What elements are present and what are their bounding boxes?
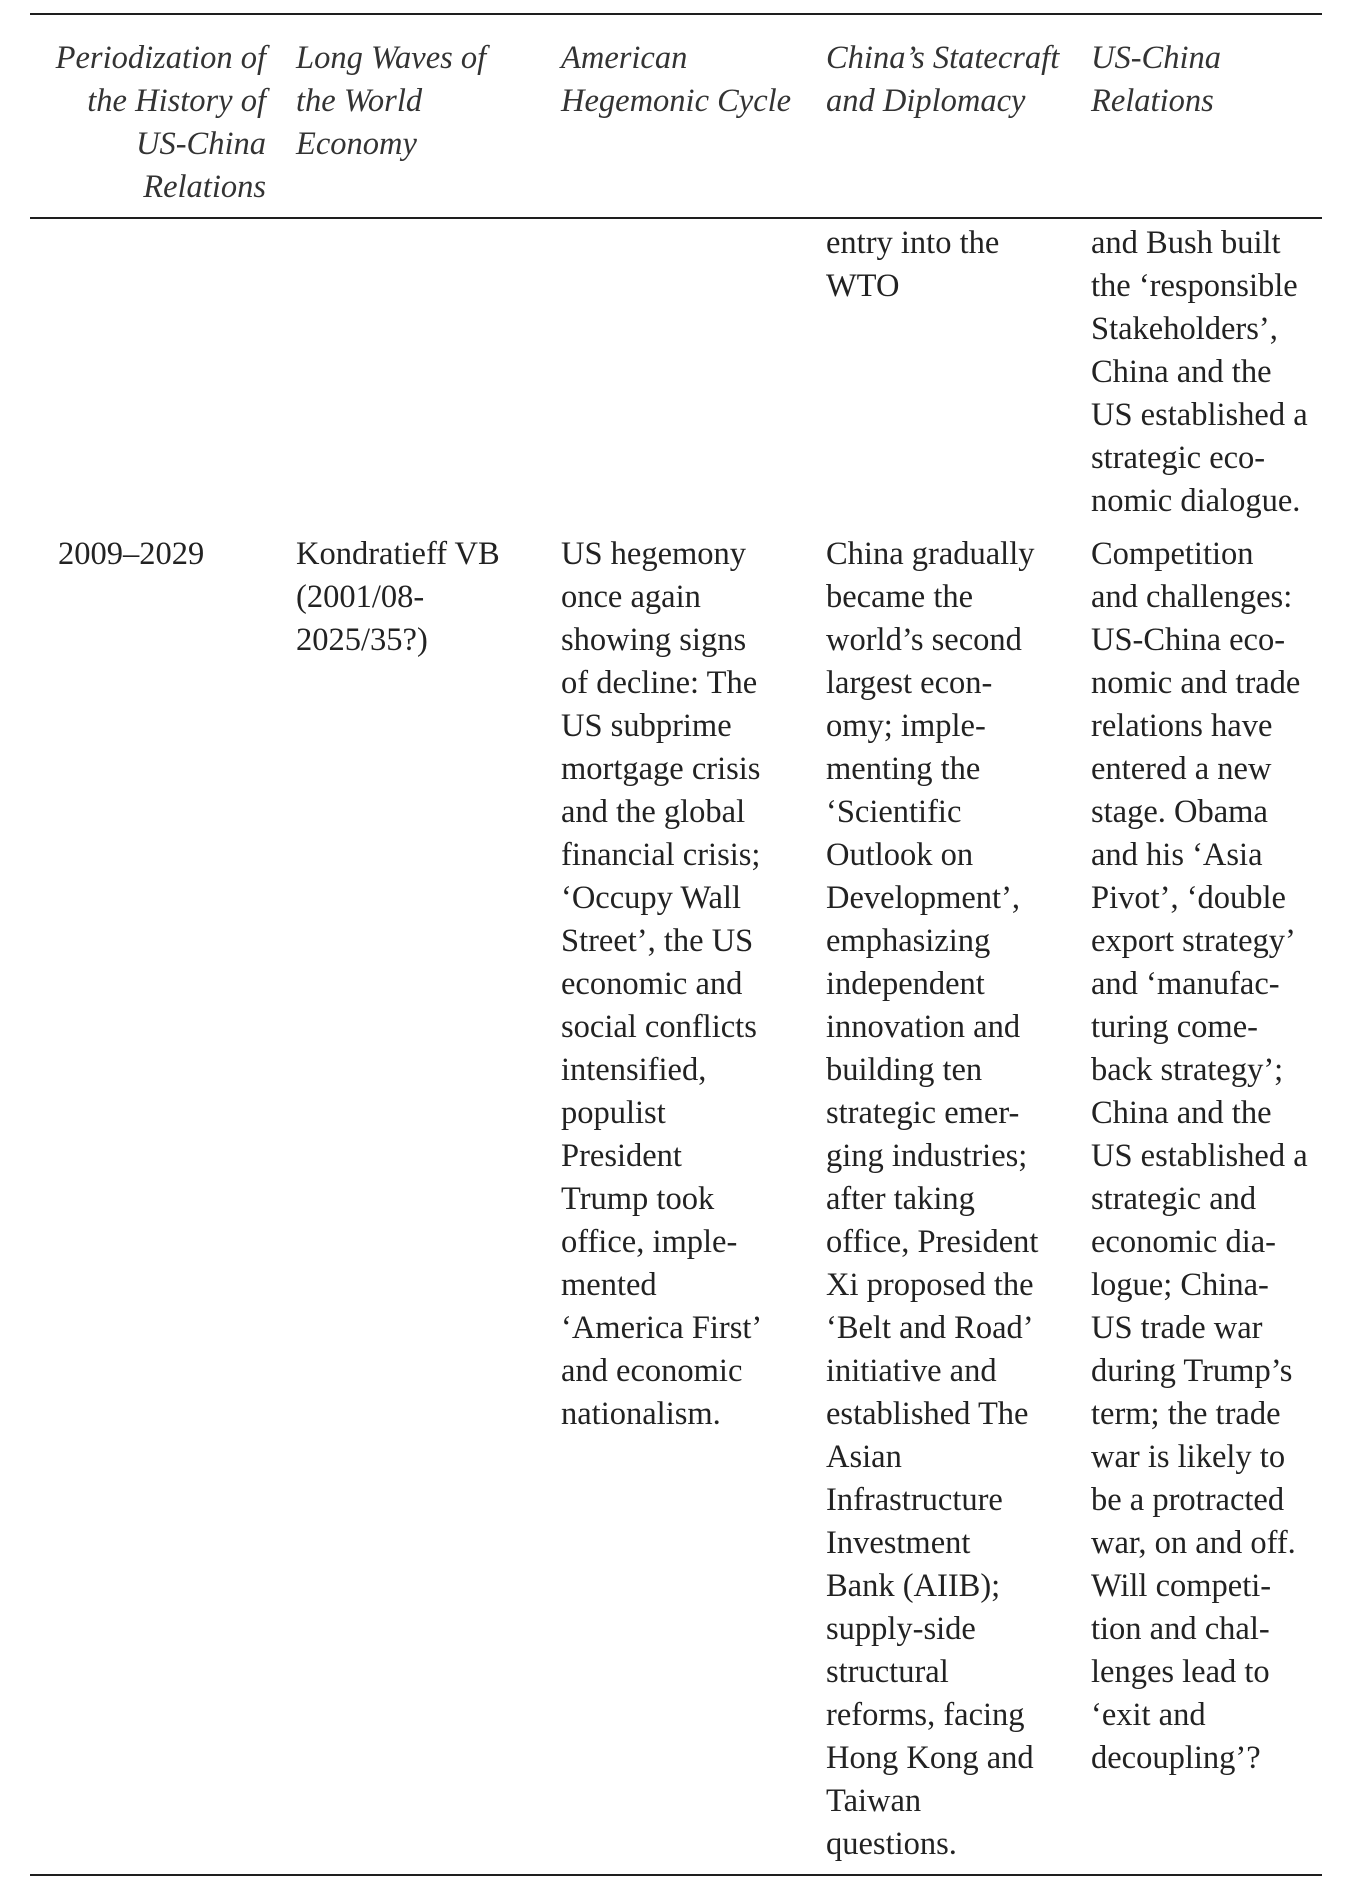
cell-line: and Diplomacy	[826, 83, 1026, 119]
cell-line: be a protracted	[1091, 1482, 1285, 1518]
cell-line: lenges lead to	[1091, 1654, 1270, 1690]
cell-line: US subprime	[561, 708, 732, 744]
cell-line: tion and chal-	[1091, 1611, 1270, 1647]
cell-line: intensified,	[561, 1052, 707, 1088]
cell-line: and his ‘Asia	[1091, 837, 1263, 873]
cell-line: stage. Obama	[1091, 794, 1268, 830]
cell-line: war is likely to	[1091, 1439, 1286, 1475]
header-hegemonic-cycle	[561, 37, 791, 123]
cell-line: and challenges:	[1091, 579, 1293, 615]
cell-line: US-China eco-	[1091, 622, 1286, 658]
cell-line: menting the	[826, 751, 981, 787]
cell-line: ‘America First’	[561, 1310, 763, 1346]
table-top-rule	[30, 13, 1322, 15]
cell-line: ging industries;	[826, 1138, 1028, 1174]
cell-line: structural	[826, 1654, 949, 1690]
cell-line: 2009–2029	[58, 536, 205, 572]
cell-line: Relations	[1091, 83, 1214, 119]
cell-line: strategic eco-	[1091, 440, 1266, 476]
cell-line: questions.	[826, 1826, 957, 1862]
cell-line: turing come-	[1091, 1009, 1258, 1045]
cell-line: Will competi-	[1091, 1568, 1272, 1604]
cell-line: mented	[561, 1267, 657, 1303]
cell-line: Development’,	[826, 880, 1021, 916]
cell-line: Bank (AIIB);	[826, 1568, 1001, 1604]
cell-line: US trade war	[1091, 1310, 1263, 1346]
cell-line: building ten	[826, 1052, 983, 1088]
cell-line: the World	[296, 83, 423, 119]
cell-line: ‘Occupy Wall	[561, 880, 741, 916]
cell-line: term; the trade	[1091, 1396, 1281, 1432]
cell-line: mortgage crisis	[561, 751, 761, 787]
cell-line: reforms, facing	[826, 1697, 1025, 1733]
cell-line: largest econ-	[826, 665, 993, 701]
cell-line: became the	[826, 579, 974, 615]
us-china-relations-cell	[1091, 533, 1308, 1780]
period-cell	[58, 533, 204, 576]
statecraft-cell	[826, 533, 1038, 1866]
cell-line: Xi proposed the	[826, 1267, 1034, 1303]
cell-line: 2025/35?)	[296, 622, 428, 658]
cell-line: (2001/08-	[296, 579, 425, 615]
table-bottom-rule	[30, 1874, 1322, 1876]
cell-line: once again	[561, 579, 701, 615]
cell-line: Pivot’, ‘double	[1091, 880, 1286, 916]
cell-line: entry into the	[826, 225, 1000, 261]
cell-line: economic dia-	[1091, 1224, 1276, 1260]
cell-line: export strategy’	[1091, 923, 1296, 959]
cell-line: Hong Kong and	[826, 1740, 1034, 1776]
cell-line: Street’, the US	[561, 923, 754, 959]
cell-line: President	[561, 1138, 682, 1174]
cell-line: supply-side	[826, 1611, 976, 1647]
long-wave-cell	[296, 533, 500, 662]
cell-line: and the global	[561, 794, 746, 830]
cell-line: WTO	[826, 268, 900, 304]
cell-line: US established a	[1091, 1138, 1308, 1174]
cell-line: China gradually	[826, 536, 1035, 572]
cell-line: nomic and trade	[1091, 665, 1301, 701]
cell-line: the ‘responsible	[1091, 268, 1298, 304]
header-statecraft	[826, 37, 1059, 123]
header-long-waves	[296, 37, 486, 166]
cell-line: established The	[826, 1396, 1029, 1432]
cell-line: after taking	[826, 1181, 975, 1217]
cell-line: back strategy’;	[1091, 1052, 1284, 1088]
cell-line: decoupling’?	[1091, 1740, 1261, 1776]
cell-line: and Bush built	[1091, 225, 1281, 261]
cell-line: Kondratieff VB	[296, 536, 500, 572]
cell-line: social conflicts	[561, 1009, 757, 1045]
cell-line: Periodization of	[55, 40, 266, 76]
cell-line: Trump took	[561, 1181, 715, 1217]
cell-line: US hegemony	[561, 536, 747, 572]
cell-line: populist	[561, 1095, 666, 1131]
cell-line: Outlook on	[826, 837, 974, 873]
cell-line: innovation and	[826, 1009, 1021, 1045]
cell-line: strategic emer-	[826, 1095, 1020, 1131]
cell-line: relations have	[1091, 708, 1273, 744]
cell-line: logue; China-	[1091, 1267, 1269, 1303]
cell-line: economic and	[561, 966, 743, 1002]
cell-line: emphasizing	[826, 923, 991, 959]
cell-line: China and the	[1091, 354, 1272, 390]
cell-line: financial crisis;	[561, 837, 761, 873]
cell-line: strategic and	[1091, 1181, 1257, 1217]
cell-line: during Trump’s	[1091, 1353, 1293, 1389]
cell-line: office, imple-	[561, 1224, 738, 1260]
cell-line: ‘exit and	[1091, 1697, 1206, 1733]
continuation-relations-cell	[1091, 222, 1308, 523]
cell-line: and ‘manufac-	[1091, 966, 1280, 1002]
cell-line: Infrastructure	[826, 1482, 1003, 1518]
cell-line: US-China	[136, 126, 266, 162]
cell-line: war, on and off.	[1091, 1525, 1296, 1561]
cell-line: Relations	[143, 169, 266, 205]
cell-line: entered a new	[1091, 751, 1272, 787]
cell-line: Asian	[826, 1439, 902, 1475]
cell-line: ‘Scientific	[826, 794, 962, 830]
cell-line: American	[561, 40, 688, 76]
cell-line: nationalism.	[561, 1396, 721, 1432]
cell-line: initiative and	[826, 1353, 997, 1389]
cell-line: showing signs	[561, 622, 747, 658]
cell-line: Competition	[1091, 536, 1254, 572]
cell-line: of decline: The	[561, 665, 758, 701]
cell-line: Investment	[826, 1525, 971, 1561]
cell-line: US-China	[1091, 40, 1221, 76]
cell-line: Long Waves of	[296, 40, 487, 76]
cell-line: Taiwan	[826, 1783, 922, 1819]
cell-line: Hegemonic Cycle	[561, 83, 792, 119]
cell-line: omy; imple-	[826, 708, 986, 744]
continuation-statecraft-cell	[826, 222, 999, 308]
cell-line: office, President	[826, 1224, 1039, 1260]
table-header-rule	[30, 217, 1322, 219]
cell-line: Economy	[296, 126, 417, 162]
header-us-china-relations	[1091, 37, 1221, 123]
cell-line: and economic	[561, 1353, 743, 1389]
cell-line: Stakeholders’,	[1091, 311, 1278, 347]
header-periodization	[40, 37, 266, 209]
cell-line: world’s second	[826, 622, 1022, 658]
cell-line: China and the	[1091, 1095, 1272, 1131]
cell-line: independent	[826, 966, 985, 1002]
hegemonic-cycle-cell	[561, 533, 762, 1436]
cell-line: China’s Statecraft	[826, 40, 1060, 76]
cell-line: ‘Belt and Road’	[826, 1310, 1034, 1346]
cell-line: nomic dialogue.	[1091, 483, 1301, 519]
cell-line: US established a	[1091, 397, 1308, 433]
cell-line: the History of	[87, 83, 266, 119]
